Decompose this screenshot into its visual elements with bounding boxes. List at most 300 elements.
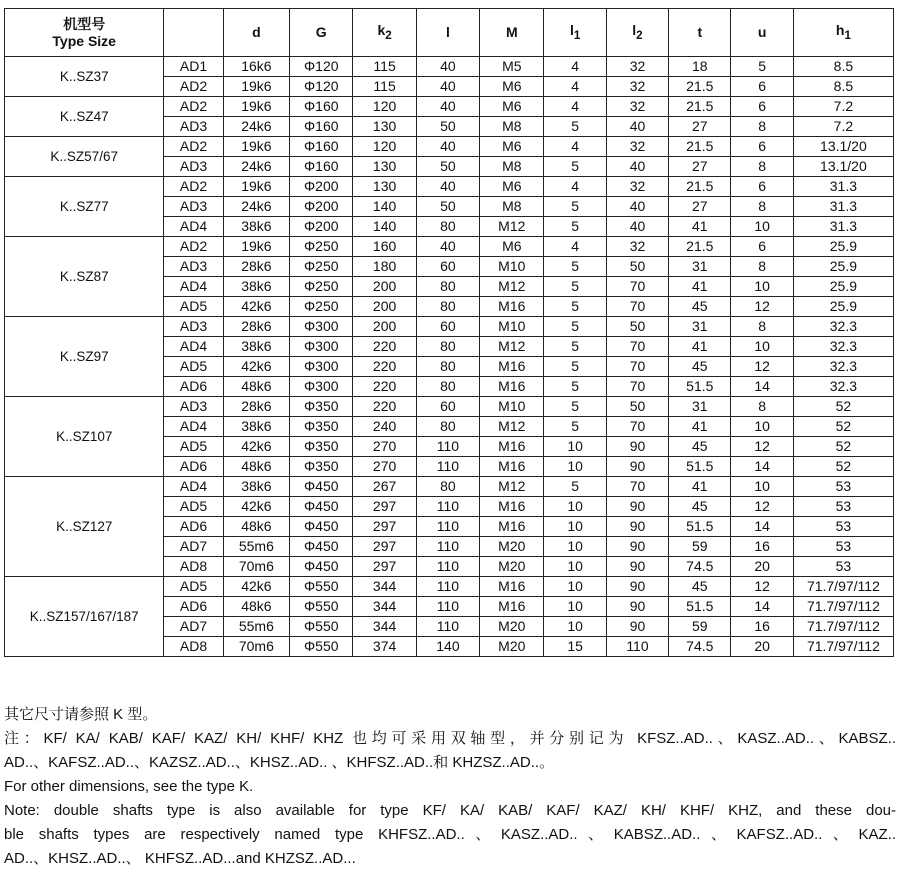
d-cell: 24k6 xyxy=(223,197,289,217)
u-cell: 8 xyxy=(731,257,793,277)
m-cell: M5 xyxy=(480,57,544,77)
l2-cell: 32 xyxy=(606,97,668,117)
l-cell: 40 xyxy=(416,57,479,77)
t-cell: 45 xyxy=(669,357,731,377)
l-cell: 110 xyxy=(416,437,479,457)
l2-cell: 32 xyxy=(606,237,668,257)
l2-cell: 90 xyxy=(606,497,668,517)
header-l2-sub: 2 xyxy=(636,28,643,42)
type-size-cell: K..SZ57/67 xyxy=(5,137,164,177)
m-cell: M12 xyxy=(480,277,544,297)
l1-cell: 15 xyxy=(544,637,606,657)
adapter-cell: AD6 xyxy=(164,457,223,477)
g-cell: Φ300 xyxy=(290,317,353,337)
k2-cell: 200 xyxy=(353,297,416,317)
d-cell: 24k6 xyxy=(223,117,289,137)
d-cell: 70m6 xyxy=(223,637,289,657)
u-cell: 20 xyxy=(731,637,793,657)
k2-cell: 297 xyxy=(353,517,416,537)
g-cell: Φ300 xyxy=(290,357,353,377)
l1-cell: 4 xyxy=(544,97,606,117)
h1-cell: 25.9 xyxy=(793,257,893,277)
t-cell: 41 xyxy=(669,217,731,237)
l-cell: 60 xyxy=(416,257,479,277)
m-cell: M16 xyxy=(480,577,544,597)
l-cell: 40 xyxy=(416,97,479,117)
m-cell: M12 xyxy=(480,337,544,357)
t-cell: 41 xyxy=(669,477,731,497)
type-size-cell: K..SZ47 xyxy=(5,97,164,137)
h1-cell: 71.7/97/112 xyxy=(793,597,893,617)
header-m: M xyxy=(480,9,544,57)
m-cell: M6 xyxy=(480,77,544,97)
g-cell: Φ200 xyxy=(290,217,353,237)
u-cell: 8 xyxy=(731,157,793,177)
t-cell: 27 xyxy=(669,157,731,177)
g-cell: Φ550 xyxy=(290,637,353,657)
k2-cell: 344 xyxy=(353,597,416,617)
l2-cell: 40 xyxy=(606,197,668,217)
h1-cell: 13.1/20 xyxy=(793,157,893,177)
adapter-cell: AD6 xyxy=(164,517,223,537)
l-cell: 110 xyxy=(416,537,479,557)
l1-cell: 10 xyxy=(544,577,606,597)
g-cell: Φ160 xyxy=(290,157,353,177)
t-cell: 51.5 xyxy=(669,517,731,537)
h1-cell: 71.7/97/112 xyxy=(793,617,893,637)
l2-cell: 50 xyxy=(606,397,668,417)
g-cell: Φ450 xyxy=(290,537,353,557)
l1-cell: 4 xyxy=(544,237,606,257)
u-cell: 10 xyxy=(731,217,793,237)
h1-cell: 52 xyxy=(793,457,893,477)
t-cell: 21.5 xyxy=(669,97,731,117)
l1-cell: 5 xyxy=(544,277,606,297)
adapter-cell: AD2 xyxy=(164,77,223,97)
m-cell: M20 xyxy=(480,537,544,557)
type-size-cell: K..SZ107 xyxy=(5,397,164,477)
t-cell: 31 xyxy=(669,397,731,417)
u-cell: 16 xyxy=(731,537,793,557)
table-row xyxy=(5,237,894,257)
d-cell: 38k6 xyxy=(223,477,289,497)
adapter-cell: AD4 xyxy=(164,477,223,497)
l-cell: 50 xyxy=(416,157,479,177)
adapter-cell: AD3 xyxy=(164,117,223,137)
adapter-cell: AD5 xyxy=(164,437,223,457)
d-cell: 19k6 xyxy=(223,237,289,257)
m-cell: M10 xyxy=(480,317,544,337)
h1-cell: 25.9 xyxy=(793,297,893,317)
t-cell: 31 xyxy=(669,257,731,277)
table-row xyxy=(5,57,894,77)
l2-cell: 50 xyxy=(606,317,668,337)
m-cell: M20 xyxy=(480,557,544,577)
t-cell: 74.5 xyxy=(669,557,731,577)
d-cell: 48k6 xyxy=(223,597,289,617)
m-cell: M6 xyxy=(480,177,544,197)
t-cell: 21.5 xyxy=(669,137,731,157)
header-u: u xyxy=(731,9,793,57)
l-cell: 40 xyxy=(416,77,479,97)
adapter-cell: AD7 xyxy=(164,537,223,557)
m-cell: M16 xyxy=(480,597,544,617)
l-cell: 110 xyxy=(416,497,479,517)
header-l2 xyxy=(606,9,668,57)
l1-cell: 5 xyxy=(544,317,606,337)
k2-cell: 130 xyxy=(353,117,416,137)
l-cell: 80 xyxy=(416,277,479,297)
d-cell: 55m6 xyxy=(223,537,289,557)
t-cell: 45 xyxy=(669,497,731,517)
adapter-cell: AD5 xyxy=(164,297,223,317)
g-cell: Φ200 xyxy=(290,177,353,197)
t-cell: 59 xyxy=(669,617,731,637)
l1-cell: 5 xyxy=(544,217,606,237)
table-header-row xyxy=(5,9,894,57)
d-cell: 19k6 xyxy=(223,137,289,157)
l1-cell: 10 xyxy=(544,517,606,537)
l-cell: 40 xyxy=(416,137,479,157)
u-cell: 12 xyxy=(731,357,793,377)
h1-cell: 8.5 xyxy=(793,57,893,77)
l2-cell: 90 xyxy=(606,597,668,617)
u-cell: 12 xyxy=(731,437,793,457)
l2-cell: 32 xyxy=(606,137,668,157)
h1-cell: 53 xyxy=(793,537,893,557)
h1-cell: 8.5 xyxy=(793,77,893,97)
header-d: d xyxy=(223,9,289,57)
header-type-size xyxy=(5,9,164,57)
adapter-cell: AD6 xyxy=(164,377,223,397)
h1-cell: 31.3 xyxy=(793,177,893,197)
g-cell: Φ350 xyxy=(290,397,353,417)
l1-cell: 10 xyxy=(544,437,606,457)
l2-cell: 90 xyxy=(606,557,668,577)
header-l1-sub: 1 xyxy=(573,28,581,42)
u-cell: 20 xyxy=(731,557,793,577)
t-cell: 21.5 xyxy=(669,177,731,197)
d-cell: 19k6 xyxy=(223,77,289,97)
table-row xyxy=(5,97,894,117)
k2-cell: 115 xyxy=(353,57,416,77)
l2-cell: 70 xyxy=(606,297,668,317)
adapter-cell: AD2 xyxy=(164,177,223,197)
m-cell: M20 xyxy=(480,617,544,637)
u-cell: 6 xyxy=(731,77,793,97)
m-cell: M8 xyxy=(480,117,544,137)
u-cell: 14 xyxy=(731,517,793,537)
type-size-cell: K..SZ97 xyxy=(5,317,164,397)
h1-cell: 52 xyxy=(793,397,893,417)
l-cell: 110 xyxy=(416,517,479,537)
l2-cell: 40 xyxy=(606,117,668,137)
header-l2-base: l xyxy=(632,21,637,38)
l1-cell: 10 xyxy=(544,617,606,637)
l2-cell: 90 xyxy=(606,437,668,457)
t-cell: 27 xyxy=(669,117,731,137)
l2-cell: 90 xyxy=(606,457,668,477)
u-cell: 14 xyxy=(731,377,793,397)
l1-cell: 5 xyxy=(544,337,606,357)
u-cell: 6 xyxy=(731,137,793,157)
m-cell: M8 xyxy=(480,157,544,177)
m-cell: M16 xyxy=(480,437,544,457)
table-row xyxy=(5,577,894,597)
t-cell: 74.5 xyxy=(669,637,731,657)
m-cell: M8 xyxy=(480,197,544,217)
u-cell: 8 xyxy=(731,317,793,337)
h1-cell: 53 xyxy=(793,517,893,537)
h1-cell: 32.3 xyxy=(793,317,893,337)
u-cell: 6 xyxy=(731,177,793,197)
d-cell: 55m6 xyxy=(223,617,289,637)
note-cn-other: 其它尺寸请参照 K 型。 xyxy=(4,706,158,723)
d-cell: 38k6 xyxy=(223,217,289,237)
adapter-cell: AD1 xyxy=(164,57,223,77)
u-cell: 12 xyxy=(731,577,793,597)
d-cell: 42k6 xyxy=(223,357,289,377)
h1-cell: 7.2 xyxy=(793,97,893,117)
header-h1-sub: 1 xyxy=(844,28,851,42)
adapter-cell: AD4 xyxy=(164,337,223,357)
g-cell: Φ250 xyxy=(290,277,353,297)
t-cell: 45 xyxy=(669,297,731,317)
adapter-cell: AD3 xyxy=(164,257,223,277)
l-cell: 80 xyxy=(416,477,479,497)
h1-cell: 32.3 xyxy=(793,357,893,377)
adapter-cell: AD4 xyxy=(164,417,223,437)
l1-cell: 5 xyxy=(544,197,606,217)
m-cell: M16 xyxy=(480,377,544,397)
m-cell: M20 xyxy=(480,637,544,657)
h1-cell: 52 xyxy=(793,437,893,457)
note-en-line-2: ble shafts types are respectively named type KHFSZ..AD..、KASZ..AD..、KABSZ..AD..、KAFSZ..AD..、KAZ.. xyxy=(4,826,896,843)
l2-cell: 70 xyxy=(606,417,668,437)
u-cell: 12 xyxy=(731,297,793,317)
adapter-cell: AD3 xyxy=(164,197,223,217)
u-cell: 6 xyxy=(731,97,793,117)
t-cell: 31 xyxy=(669,317,731,337)
g-cell: Φ450 xyxy=(290,557,353,577)
l2-cell: 70 xyxy=(606,477,668,497)
type-size-cell: K..SZ127 xyxy=(5,477,164,577)
u-cell: 6 xyxy=(731,237,793,257)
l-cell: 110 xyxy=(416,617,479,637)
l2-cell: 90 xyxy=(606,577,668,597)
h1-cell: 31.3 xyxy=(793,197,893,217)
adapter-cell: AD8 xyxy=(164,637,223,657)
g-cell: Φ250 xyxy=(290,297,353,317)
g-cell: Φ450 xyxy=(290,497,353,517)
t-cell: 41 xyxy=(669,277,731,297)
t-cell: 45 xyxy=(669,577,731,597)
type-size-cell: K..SZ77 xyxy=(5,177,164,237)
h1-cell: 25.9 xyxy=(793,237,893,257)
adapter-cell: AD7 xyxy=(164,617,223,637)
l1-cell: 10 xyxy=(544,537,606,557)
l1-cell: 5 xyxy=(544,397,606,417)
g-cell: Φ550 xyxy=(290,597,353,617)
d-cell: 42k6 xyxy=(223,497,289,517)
g-cell: Φ120 xyxy=(290,57,353,77)
l-cell: 80 xyxy=(416,297,479,317)
d-cell: 48k6 xyxy=(223,517,289,537)
k2-cell: 297 xyxy=(353,497,416,517)
t-cell: 27 xyxy=(669,197,731,217)
u-cell: 8 xyxy=(731,117,793,137)
m-cell: M6 xyxy=(480,137,544,157)
h1-cell: 52 xyxy=(793,417,893,437)
header-k2-sub: 2 xyxy=(385,28,392,42)
u-cell: 16 xyxy=(731,617,793,637)
type-size-cell: K..SZ157/167/187 xyxy=(5,577,164,657)
l1-cell: 5 xyxy=(544,417,606,437)
t-cell: 51.5 xyxy=(669,597,731,617)
type-size-cell: K..SZ87 xyxy=(5,237,164,317)
d-cell: 42k6 xyxy=(223,577,289,597)
t-cell: 21.5 xyxy=(669,237,731,257)
adapter-cell: AD3 xyxy=(164,397,223,417)
t-cell: 45 xyxy=(669,437,731,457)
k2-cell: 220 xyxy=(353,377,416,397)
k2-cell: 267 xyxy=(353,477,416,497)
header-t: t xyxy=(669,9,731,57)
l1-cell: 10 xyxy=(544,497,606,517)
l1-cell: 5 xyxy=(544,117,606,137)
u-cell: 8 xyxy=(731,397,793,417)
h1-cell: 25.9 xyxy=(793,277,893,297)
t-cell: 18 xyxy=(669,57,731,77)
k2-cell: 344 xyxy=(353,617,416,637)
h1-cell: 71.7/97/112 xyxy=(793,637,893,657)
m-cell: M16 xyxy=(480,497,544,517)
l1-cell: 5 xyxy=(544,477,606,497)
h1-cell: 32.3 xyxy=(793,377,893,397)
note-en-other: For other dimensions, see the type K. xyxy=(4,778,254,795)
k2-cell: 140 xyxy=(353,217,416,237)
k2-cell: 270 xyxy=(353,437,416,457)
h1-cell: 7.2 xyxy=(793,117,893,137)
k2-cell: 220 xyxy=(353,337,416,357)
d-cell: 19k6 xyxy=(223,97,289,117)
header-l: l xyxy=(416,9,479,57)
table-row xyxy=(5,317,894,337)
m-cell: M16 xyxy=(480,297,544,317)
l2-cell: 32 xyxy=(606,177,668,197)
table-row xyxy=(5,137,894,157)
m-cell: M6 xyxy=(480,237,544,257)
l2-cell: 32 xyxy=(606,77,668,97)
l2-cell: 40 xyxy=(606,217,668,237)
m-cell: M12 xyxy=(480,217,544,237)
header-type-size-en: Type Size xyxy=(52,32,116,49)
d-cell: 28k6 xyxy=(223,257,289,277)
g-cell: Φ550 xyxy=(290,577,353,597)
l1-cell: 10 xyxy=(544,557,606,577)
t-cell: 59 xyxy=(669,537,731,557)
adapter-cell: AD4 xyxy=(164,217,223,237)
dimension-table xyxy=(4,8,894,657)
t-cell: 21.5 xyxy=(669,77,731,97)
g-cell: Φ350 xyxy=(290,437,353,457)
m-cell: M6 xyxy=(480,97,544,117)
g-cell: Φ350 xyxy=(290,417,353,437)
m-cell: M10 xyxy=(480,257,544,277)
g-cell: Φ250 xyxy=(290,257,353,277)
header-l1-base: l xyxy=(569,21,574,38)
g-cell: Φ120 xyxy=(290,77,353,97)
notes-section xyxy=(4,703,896,871)
m-cell: M16 xyxy=(480,517,544,537)
l1-cell: 5 xyxy=(544,297,606,317)
d-cell: 38k6 xyxy=(223,337,289,357)
h1-cell: 71.7/97/112 xyxy=(793,577,893,597)
note-cn-line-2: AD..、KAFSZ..AD..、KAZSZ..AD..、KHSZ..AD.. 、KHFSZ..AD..和 KHZSZ..AD..。 xyxy=(4,754,555,771)
l2-cell: 50 xyxy=(606,257,668,277)
l2-cell: 110 xyxy=(606,637,668,657)
l1-cell: 4 xyxy=(544,57,606,77)
k2-cell: 180 xyxy=(353,257,416,277)
k2-cell: 297 xyxy=(353,557,416,577)
header-type-size-cn: 机型号 xyxy=(63,15,106,32)
l1-cell: 5 xyxy=(544,377,606,397)
l-cell: 60 xyxy=(416,317,479,337)
u-cell: 12 xyxy=(731,497,793,517)
l1-cell: 4 xyxy=(544,177,606,197)
d-cell: 24k6 xyxy=(223,157,289,177)
l1-cell: 5 xyxy=(544,357,606,377)
note-en-line-3: AD..、KHSZ..AD..、 KHFSZ..AD...and KHZSZ..AD... xyxy=(4,850,356,867)
d-cell: 38k6 xyxy=(223,277,289,297)
adapter-cell: AD8 xyxy=(164,557,223,577)
header-l1 xyxy=(544,9,606,57)
adapter-cell: AD5 xyxy=(164,357,223,377)
l2-cell: 90 xyxy=(606,537,668,557)
header-h1-base: h xyxy=(835,21,845,38)
d-cell: 48k6 xyxy=(223,377,289,397)
d-cell: 42k6 xyxy=(223,437,289,457)
l1-cell: 10 xyxy=(544,457,606,477)
k2-cell: 120 xyxy=(353,137,416,157)
g-cell: Φ550 xyxy=(290,617,353,637)
l-cell: 50 xyxy=(416,197,479,217)
h1-cell: 13.1/20 xyxy=(793,137,893,157)
adapter-cell: AD2 xyxy=(164,97,223,117)
l2-cell: 90 xyxy=(606,517,668,537)
g-cell: Φ300 xyxy=(290,337,353,357)
l2-cell: 70 xyxy=(606,377,668,397)
d-cell: 38k6 xyxy=(223,417,289,437)
g-cell: Φ250 xyxy=(290,237,353,257)
l-cell: 40 xyxy=(416,177,479,197)
k2-cell: 374 xyxy=(353,637,416,657)
adapter-cell: AD5 xyxy=(164,577,223,597)
g-cell: Φ200 xyxy=(290,197,353,217)
g-cell: Φ450 xyxy=(290,517,353,537)
k2-cell: 130 xyxy=(353,177,416,197)
adapter-cell: AD2 xyxy=(164,137,223,157)
l1-cell: 4 xyxy=(544,137,606,157)
m-cell: M10 xyxy=(480,397,544,417)
k2-cell: 220 xyxy=(353,397,416,417)
k2-cell: 160 xyxy=(353,237,416,257)
h1-cell: 32.3 xyxy=(793,337,893,357)
m-cell: M16 xyxy=(480,357,544,377)
d-cell: 70m6 xyxy=(223,557,289,577)
h1-cell: 53 xyxy=(793,497,893,517)
header-k2 xyxy=(353,9,416,57)
